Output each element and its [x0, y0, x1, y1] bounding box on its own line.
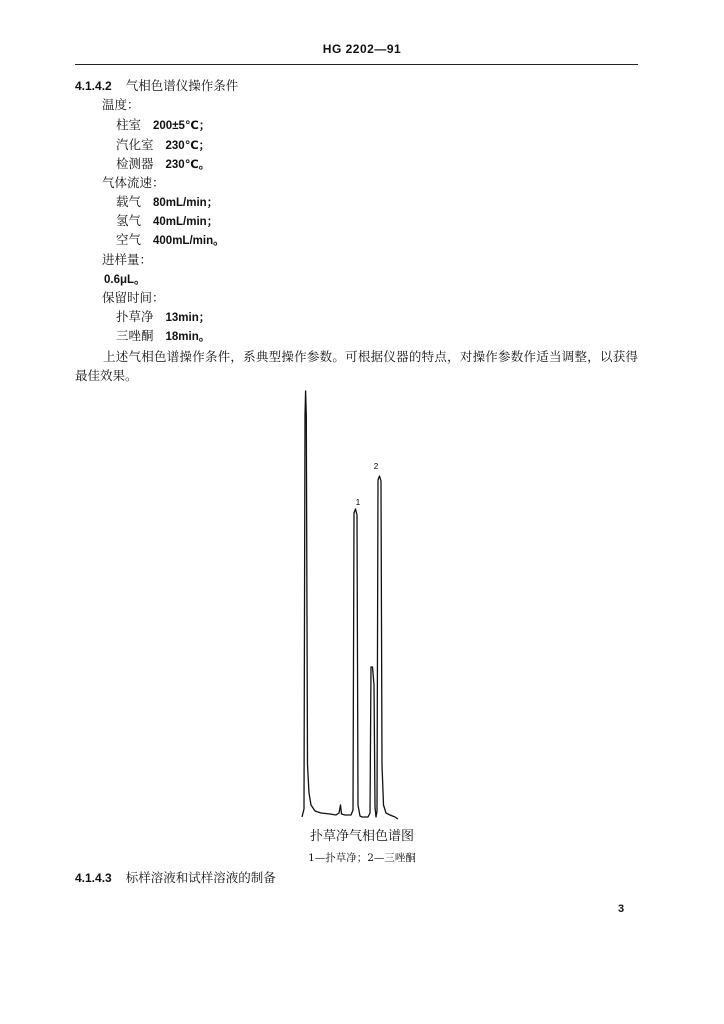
- document-header: HG 2202—91: [322, 42, 402, 56]
- gas-flow-item: [116, 194, 218, 211]
- temperature-item: [116, 117, 210, 134]
- item-name: 汽化室: [116, 137, 154, 152]
- item-value: 13min；: [165, 312, 211, 324]
- section-heading: [75, 78, 238, 94]
- peak-label-1: 1: [355, 498, 361, 507]
- retention-item: [116, 309, 210, 326]
- section-number: 4.1.4.2: [75, 79, 112, 93]
- chromatogram-figure: [290, 385, 420, 825]
- item-name: 三唑酮: [116, 328, 154, 343]
- gas-flow-label: 气体流速：: [102, 175, 165, 190]
- section-title: 气相色谱仪操作条件: [125, 78, 239, 93]
- temperature-item: [116, 156, 210, 173]
- item-name: 检测器: [116, 156, 154, 171]
- item-name: 载气: [116, 194, 142, 209]
- item-value: 80mL/min；: [153, 197, 219, 209]
- page-number: 3: [618, 903, 625, 915]
- item-name: 扑草净: [116, 309, 154, 324]
- section-heading: [75, 870, 276, 886]
- temperature-label: 温度：: [102, 97, 140, 112]
- item-value: 40mL/min；: [153, 216, 219, 228]
- temperature-item: [116, 137, 210, 154]
- note-paragraph: 上述气相色谱操作条件，系典型操作参数。可根据仪器的特点，对操作参数作适当调整，以获得最佳效果。: [75, 349, 638, 383]
- figure-legend: 1—扑草净；2—三唑酮: [308, 852, 416, 864]
- item-name: 氢气: [116, 213, 142, 228]
- item-name: 柱室: [116, 117, 142, 132]
- peak-label-2: 2: [373, 462, 379, 471]
- item-value: 18min。: [165, 331, 211, 343]
- item-value: 200±5℃；: [153, 120, 211, 132]
- header-rule: [75, 64, 638, 65]
- retention-item: [116, 328, 210, 345]
- item-value: 400mL/min。: [153, 235, 225, 247]
- injection-value: 0.6μL。: [104, 274, 146, 286]
- item-value: 230℃。: [165, 159, 211, 171]
- retention-label: 保留时间：: [102, 290, 165, 305]
- gas-flow-item: [116, 232, 225, 249]
- gas-flow-item: [116, 213, 218, 230]
- section-number: 4.1.4.3: [75, 871, 112, 885]
- section-title: 标样溶液和试样溶液的制备: [125, 870, 276, 885]
- item-value: 230℃；: [165, 140, 211, 152]
- figure-caption: 扑草净气相色谱图: [309, 829, 414, 844]
- item-name: 空气: [116, 232, 142, 247]
- chromatogram-trace: [302, 391, 398, 819]
- injection-label: 进样量：: [102, 252, 153, 267]
